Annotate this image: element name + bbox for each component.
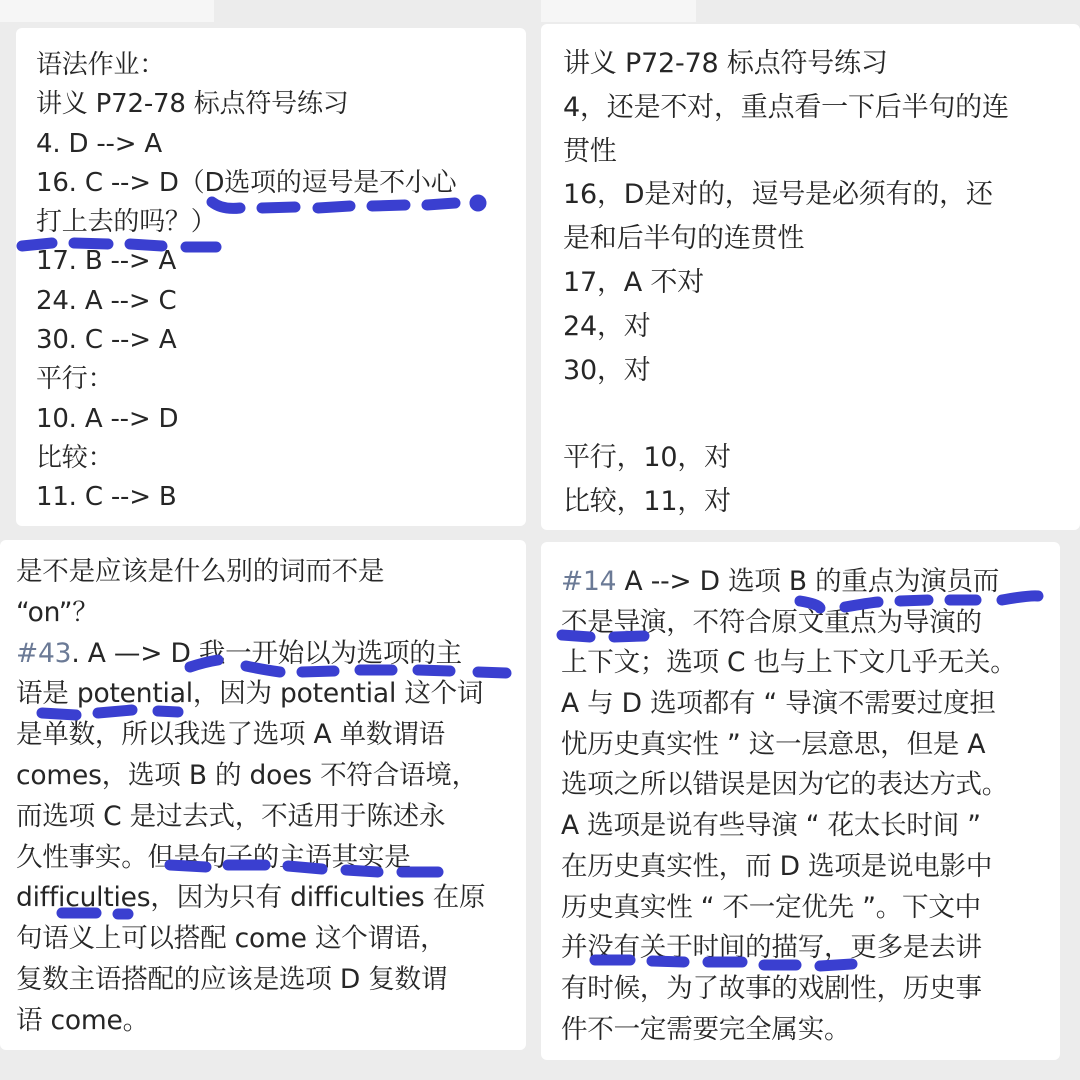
text-line: 30. C --> A bbox=[36, 325, 177, 356]
text-line: 复数主语搭配的应该是选项 D 复数谓 bbox=[16, 963, 448, 995]
top-strip-right bbox=[541, 0, 696, 22]
text-line: “on”？ bbox=[16, 596, 99, 628]
text-line: comes，选项 B 的 does 不符合语境， bbox=[16, 759, 478, 791]
text-line: 30，对 bbox=[563, 354, 651, 386]
text-line: 17. B --> A bbox=[36, 246, 177, 277]
text-line: 是和后半句的连贯性 bbox=[563, 223, 805, 255]
text-line: 平行： bbox=[36, 364, 114, 395]
blank-line bbox=[563, 392, 1080, 436]
text-line: A 与 D 选项都有 “ 导演不需要过度担 bbox=[561, 688, 996, 720]
text-line: 24. A --> C bbox=[36, 285, 177, 316]
text-line: 件不一定需要完全属实。 bbox=[561, 1013, 851, 1045]
top-strip-left bbox=[0, 0, 214, 22]
text-line: 讲义 P72-78 标点符号练习 bbox=[563, 48, 888, 79]
text-line: 是不是应该是什么别的词而不是 bbox=[16, 556, 385, 587]
text-line: 久性事实。但是句子的主语其实是 bbox=[16, 841, 411, 873]
homework-answers-panel bbox=[16, 28, 526, 526]
text-line: 16，D是对的，逗号是必须有的，还 bbox=[563, 179, 993, 211]
text-line: 语是 potential，因为 potential 这个词 bbox=[16, 678, 484, 710]
text-line: 讲义 P72-78 标点符号练习 bbox=[36, 89, 349, 120]
text-line: 10. A --> D bbox=[36, 403, 179, 434]
text-line: 选项之所以错误是因为它的表达方式。 bbox=[561, 769, 1009, 801]
text-line: 24，对 bbox=[563, 310, 651, 342]
text-line: 在历史真实性，而 D 选项是说电影中 bbox=[561, 850, 993, 882]
teacher-feedback-panel bbox=[541, 24, 1080, 530]
question-line bbox=[16, 634, 526, 675]
text-line: 打上去的吗？） bbox=[36, 207, 217, 238]
question-line bbox=[561, 562, 1060, 603]
text-line: 4. D --> A bbox=[36, 128, 162, 159]
text-line: 4，还是不对，重点看一下后半句的连 bbox=[563, 91, 1009, 123]
text-line: 比较，11，对 bbox=[563, 485, 731, 517]
text-line: . A —> D 我一开始以为选项的主 bbox=[71, 637, 462, 669]
text-line: 语 come。 bbox=[16, 1004, 149, 1036]
text-line: 11. C --> B bbox=[36, 482, 177, 513]
text-line: difficulties，因为只有 difficulties 在原 bbox=[16, 882, 486, 914]
question-tag: #43 bbox=[16, 637, 72, 669]
text-line: 17，A 不对 bbox=[563, 266, 705, 298]
text-line: A 选项是说有些导演 “ 花太长时间 ” bbox=[561, 810, 981, 842]
text-line: 16. C --> D（D选项的逗号是不小心 bbox=[36, 167, 457, 198]
text-line: 不是导演，不符合原文重点为导演的 bbox=[561, 606, 982, 638]
explanation-14-panel bbox=[541, 542, 1060, 1060]
text-line: 贯性 bbox=[563, 135, 617, 167]
text-line: 并没有关于时间的描写，更多是去讲 bbox=[561, 932, 982, 964]
text-line: 句语义上可以搭配 come 这个谓语， bbox=[16, 923, 447, 955]
explanation-43-panel bbox=[0, 540, 526, 1050]
text-line: 有时候，为了故事的戏剧性，历史事 bbox=[561, 972, 982, 1004]
text-line: A --> D 选项 B 的重点为演员而 bbox=[616, 566, 1000, 597]
text-line: 平行，10，对 bbox=[563, 442, 731, 474]
text-line: 忧历史真实性 ” 这一层意思，但是 A bbox=[561, 728, 986, 760]
text-line: 上下文；选项 C 也与上下文几乎无关。 bbox=[561, 647, 1017, 679]
text-line: 是单数，所以我选了选项 A 单数谓语 bbox=[16, 719, 445, 751]
text-line: 比较： bbox=[36, 442, 114, 473]
question-tag: #14 bbox=[561, 566, 617, 597]
text-line: 历史真实性 “ 不一定优先 ”。下文中 bbox=[561, 891, 981, 923]
text-line: 语法作业： bbox=[36, 50, 166, 80]
text-line: 而选项 C 是过去式，不适用于陈述永 bbox=[16, 800, 446, 832]
